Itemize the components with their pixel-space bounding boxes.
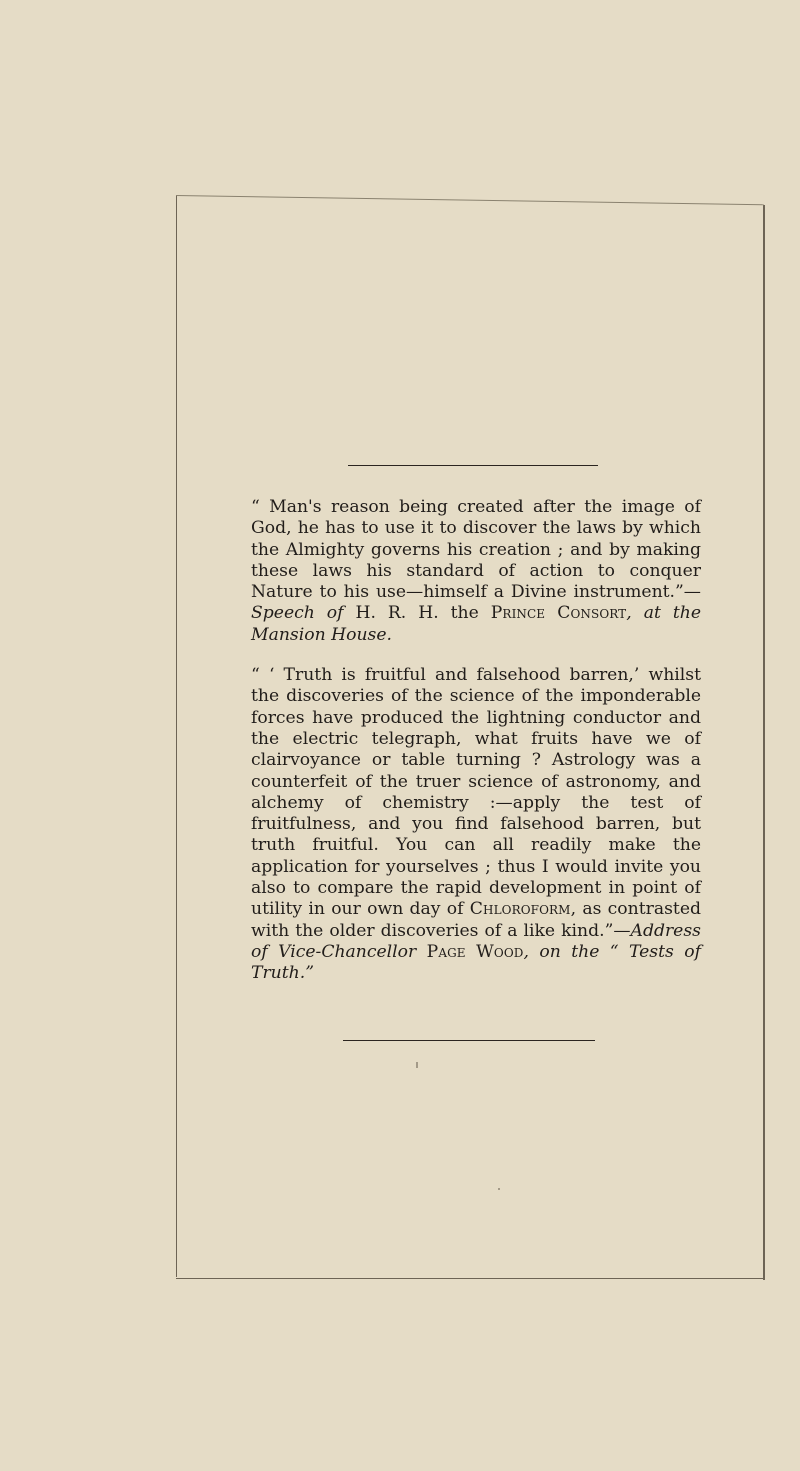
paper-speck bbox=[416, 1062, 418, 1068]
page-edge-top bbox=[176, 195, 764, 205]
quote-source-suffix: , at the Mansion House. bbox=[251, 603, 701, 645]
quote-source-name: H. R. H. the bbox=[355, 603, 491, 624]
quote-source-prefix: Speech of bbox=[251, 603, 356, 624]
page-edge-right bbox=[763, 205, 765, 1280]
top-rule bbox=[348, 465, 598, 466]
quote-open-mark: “ bbox=[251, 665, 269, 686]
quote-prince-consort bbox=[251, 497, 701, 646]
quote-text-continued: , as contrasted with the older discoveries of a like kind.”— bbox=[251, 899, 701, 941]
bottom-rule bbox=[343, 1040, 595, 1041]
quote-source-name: Page Wood bbox=[426, 941, 524, 962]
quote-open-mark: “ bbox=[251, 497, 270, 517]
quote-source-prefix: Address of Vice-Chancellor bbox=[251, 920, 701, 962]
quotation-block bbox=[251, 497, 701, 985]
page-edge-bottom bbox=[176, 1278, 764, 1279]
chloroform-term: Chloroform bbox=[469, 899, 571, 920]
quote-source-suffix: , on the “ Tests of Truth.” bbox=[251, 941, 701, 984]
quote-vice-chancellor bbox=[251, 665, 701, 984]
quote-text: Man's reason being created after the image of God, he has to use it to discover the laws by which the Almighty governs his creation ; and by making these laws his standard of action to conquer Nature to his use—himself a Divine instrument.”— bbox=[251, 497, 701, 603]
quote-text: ‘ Truth is fruitful and falsehood barren,’ whilst the discoveries of the science of the imponderable forces have produced the lightning conductor and the electric telegraph, what fruits have we of clairvoyance or table turning ? Astrology was a counterfeit of the truer science of astronomy, and alchemy of chemistry :—apply the test of fruitfulness, and you find falsehood barren, but truth fruitful. You can all readily make the application for yourselves ; thus I would invite you also to compare the rapid development in point of utility in our own day of bbox=[251, 665, 701, 920]
paper-speck bbox=[498, 1188, 500, 1190]
quote-source-title: Prince Consort bbox=[490, 603, 627, 624]
page-edge-left bbox=[176, 195, 177, 1277]
